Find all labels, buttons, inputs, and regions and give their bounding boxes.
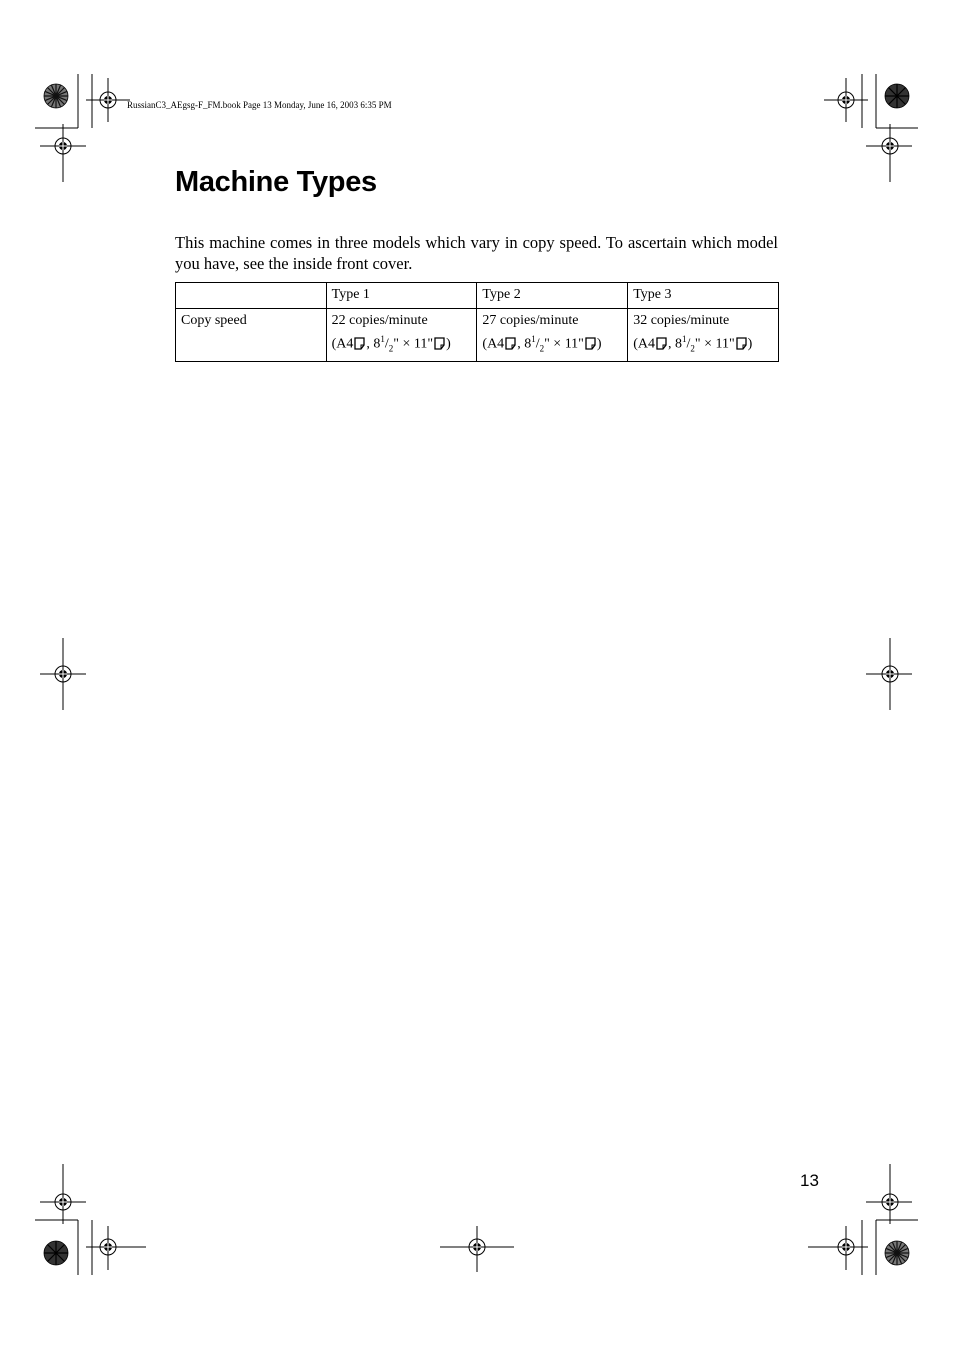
fraction-numerator: 1 bbox=[380, 334, 385, 344]
fraction-numerator: 1 bbox=[681, 334, 687, 344]
copy-speed-value: 22 copies/minute bbox=[331, 313, 428, 328]
size-close: ) bbox=[747, 336, 753, 352]
table-cell-type-3 bbox=[628, 309, 779, 362]
fraction-denominator: 2 bbox=[690, 343, 695, 354]
table-header-cell: Type 1 bbox=[326, 283, 477, 309]
page-number: 13 bbox=[800, 1171, 819, 1190]
table-header-row bbox=[176, 283, 779, 309]
paper-portrait-icon bbox=[354, 337, 365, 356]
paper-portrait-icon bbox=[585, 337, 596, 356]
paper-size-line: (A4 , $8^1/_2$" × 11" ) bbox=[332, 330, 472, 357]
size-open: (A4 bbox=[482, 336, 505, 352]
table-header-cell bbox=[176, 283, 327, 309]
table-header-cell: Type 3 bbox=[628, 283, 779, 309]
color-wheel-icon bbox=[44, 1241, 68, 1265]
size-open: (A4 bbox=[331, 336, 354, 352]
intro-paragraph: This machine comes in three models which vary in copy speed. To ascertain which model you have, see the inside front cover. bbox=[175, 233, 778, 273]
size-rest: " × 11" bbox=[544, 336, 584, 352]
table-cell-type-2 bbox=[477, 309, 628, 362]
row-label-copy-speed: Copy speed bbox=[176, 309, 327, 362]
paper-portrait-icon bbox=[505, 337, 516, 356]
paper-size-line: (A4 , $8^1/_2$" × 11" ) bbox=[482, 330, 622, 357]
color-wheel-icon bbox=[885, 84, 909, 108]
fraction-denominator: 2 bbox=[388, 343, 394, 354]
table-cell-type-1 bbox=[326, 309, 477, 362]
paper-portrait-icon bbox=[736, 337, 747, 356]
machine-types-table bbox=[175, 282, 779, 362]
size-mid: , 8 bbox=[667, 336, 682, 352]
size-mid: , 8 bbox=[517, 336, 532, 352]
table-row bbox=[176, 309, 779, 362]
copy-speed-value: 32 copies/minute bbox=[633, 313, 730, 328]
color-wheel-icon bbox=[885, 1241, 909, 1265]
size-open: (A4 bbox=[633, 336, 655, 352]
paper-size-line: (A4 , $8^1/_2$" × 11" ) bbox=[633, 330, 773, 357]
size-mid: , 8 bbox=[366, 336, 381, 352]
paper-portrait-icon bbox=[434, 337, 445, 356]
color-wheel-icon bbox=[44, 84, 68, 108]
fraction-numerator: 1 bbox=[531, 334, 536, 344]
size-close: ) bbox=[596, 336, 602, 352]
size-rest: " × 11" bbox=[694, 336, 735, 352]
paper-portrait-icon bbox=[656, 337, 667, 356]
file-info-header: RussianC3_AEgsg-F_FM.book Page 13 Monday, June 16, 2003 6:35 PM bbox=[127, 100, 392, 110]
table-header-cell: Type 2 bbox=[477, 283, 628, 309]
size-close: ) bbox=[446, 336, 451, 352]
size-rest: " × 11" bbox=[393, 336, 434, 352]
copy-speed-value: 27 copies/minute bbox=[482, 313, 579, 328]
fraction-denominator: 2 bbox=[539, 343, 545, 354]
page-title: Machine Types bbox=[175, 166, 377, 198]
